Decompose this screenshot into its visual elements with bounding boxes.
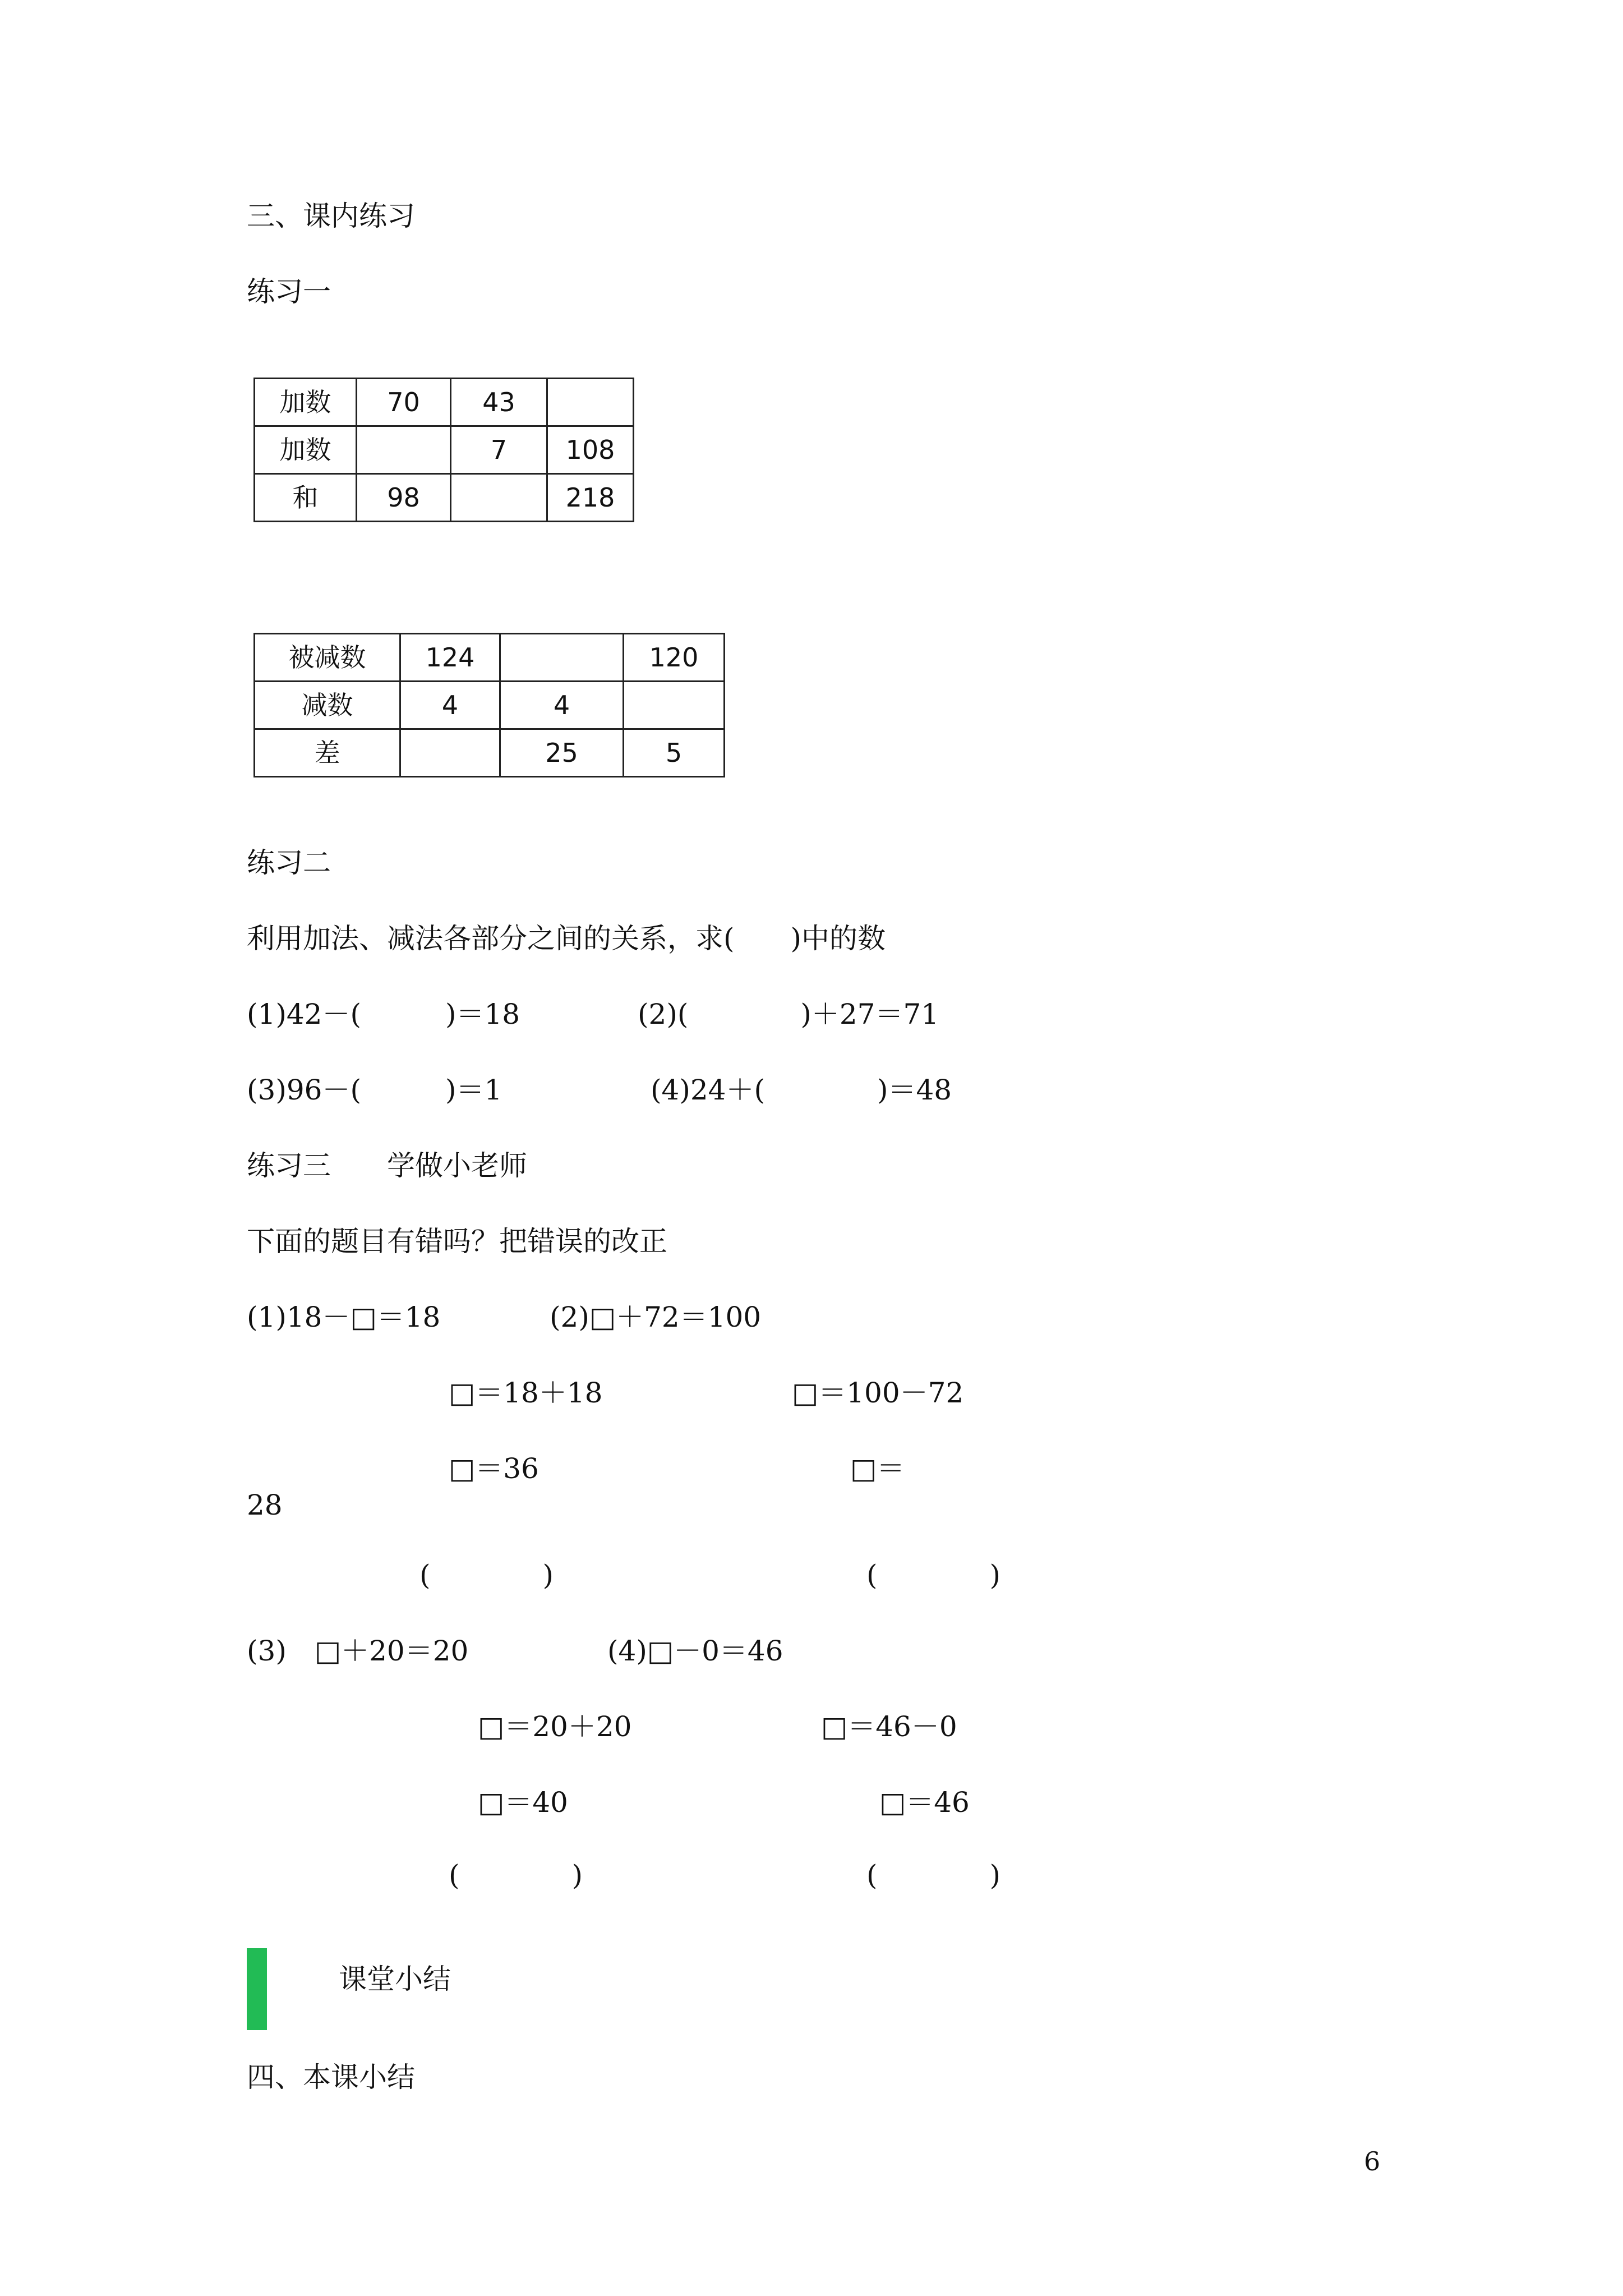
- table-cell: 108: [547, 426, 634, 474]
- exercise-1-title: 练习一: [247, 275, 331, 308]
- table-cell: 25: [500, 729, 624, 777]
- subtraction-table: [253, 633, 725, 777]
- section-3-title: 三、课内练习: [247, 200, 415, 232]
- problem-3-line-2: □＝20＋20: [478, 1710, 632, 1743]
- table-cell: 43: [451, 379, 547, 426]
- table-cell: 和: [255, 474, 357, 522]
- table-row: [255, 682, 725, 729]
- table-cell: 4: [400, 682, 500, 729]
- table-cell: 5: [624, 729, 725, 777]
- table-cell: 120: [624, 634, 725, 682]
- table-cell: 4: [500, 682, 624, 729]
- problem-4-answer-blank: ( ): [866, 1859, 1001, 1892]
- problem-4-line-1: (4)□－0＝46: [607, 1635, 783, 1667]
- table-cell: [547, 379, 634, 426]
- table-row: [255, 426, 634, 474]
- table-cell: 加数: [255, 426, 357, 474]
- exercise-2-question-1: (1)42－( )＝18: [247, 998, 520, 1030]
- problem-4-line-3: □＝46: [879, 1786, 970, 1819]
- exercise-2-title: 练习二: [247, 846, 331, 879]
- table-cell: [357, 426, 451, 474]
- table-cell: 70: [357, 379, 451, 426]
- exercise-2-question-4: (4)24＋( )＝48: [651, 1074, 952, 1106]
- problem-1-line-1: (1)18－□＝18: [247, 1301, 441, 1333]
- table-cell: 218: [547, 474, 634, 522]
- section-marker-bar: [247, 1948, 267, 2030]
- table-cell: [400, 729, 500, 777]
- problem-3-line-1: (3) □＋20＝20: [247, 1635, 469, 1667]
- problem-2-line-3: □＝: [850, 1452, 905, 1485]
- problem-4-line-2: □＝46－0: [821, 1710, 957, 1743]
- table-cell: 被减数: [255, 634, 400, 682]
- table-cell: [624, 682, 725, 729]
- table-cell: 减数: [255, 682, 400, 729]
- exercise-3-title: 练习三 学做小老师: [247, 1149, 527, 1182]
- problem-2-answer-blank: ( ): [866, 1559, 1001, 1591]
- table-cell: [451, 474, 547, 522]
- exercise-2-question-2: (2)( )＋27＝71: [638, 998, 939, 1030]
- summary-heading: 课堂小结: [339, 1963, 451, 1995]
- problem-2-line-1: (2)□＋72＝100: [550, 1301, 762, 1333]
- table-cell: 差: [255, 729, 400, 777]
- table-row: [255, 634, 725, 682]
- exercise-2-question-3: (3)96－( )＝1: [247, 1074, 502, 1106]
- table-row: [255, 729, 725, 777]
- table-cell: 加数: [255, 379, 357, 426]
- problem-2-answer-wrap: 28: [247, 1489, 283, 1521]
- table-cell: 98: [357, 474, 451, 522]
- problem-3-answer-blank: ( ): [449, 1859, 583, 1892]
- exercise-3-instruction: 下面的题目有错吗？把错误的改正: [247, 1225, 667, 1258]
- table-row: [255, 379, 634, 426]
- page-number: 6: [1364, 2146, 1381, 2177]
- table-cell: [500, 634, 624, 682]
- table-row: [255, 474, 634, 522]
- problem-1-line-2: □＝18＋18: [449, 1377, 603, 1409]
- problem-3-line-3: □＝40: [478, 1786, 568, 1819]
- addition-table: [253, 378, 634, 522]
- problem-1-line-3: □＝36: [449, 1452, 539, 1485]
- exercise-2-instruction: 利用加法、减法各部分之间的关系，求( )中的数: [247, 922, 886, 955]
- section-4-title: 四、本课小结: [247, 2061, 415, 2093]
- problem-2-line-2: □＝100－72: [792, 1377, 964, 1409]
- problem-1-answer-blank: ( ): [419, 1559, 554, 1591]
- table-cell: 7: [451, 426, 547, 474]
- table-cell: 124: [400, 634, 500, 682]
